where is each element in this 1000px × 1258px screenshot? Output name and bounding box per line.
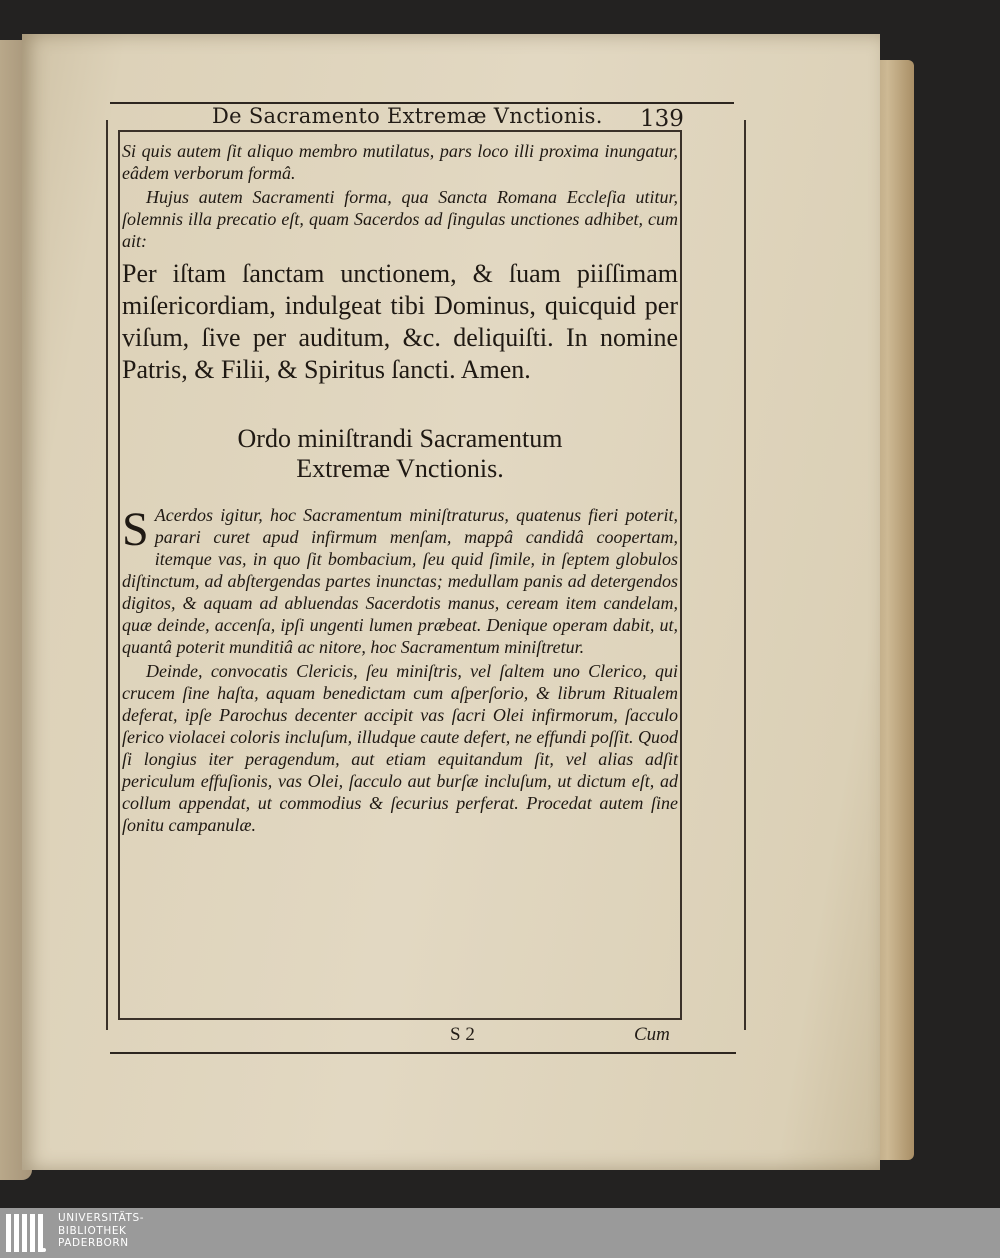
running-title: De Sacramento Extremæ Vnctionis. [212,104,603,128]
section-title-line1: Ordo miniſtrandi Sacramentum [237,424,563,453]
anointing-prayer: Per iſtam ſanctam unctionem, & ſuam piiſſimam miſericordiam, indulgeat tibi Dominus, quicquid per viſum, ſive per auditum, &c. deliquiſti. In nomine Patris, & Filii, & Spiritus ſancti. Amen. [122,259,678,384]
paragraph-deinde: Deinde, convocatis Clericis, ſeu miniſtris, vel ſaltem uno Clerico, qui crucem ſine haſta, aquam benedictam cum aſperſorio, & librum Ritualem deferat, ipſe Parochus decenter accipit vas ſacri Olei infirmorum, ſacculo ſerico violacei coloris incluſum, illudque caute defert, ne effundi poſſit. Quod ſi longius iter peragendum, aut etiam equitandum ſit, vel alias adſit periculum effuſionis, vas Olei, ſacculo aut burſæ incluſum, ut dictum eſt, ad collum appendat, ut commodius & ſecurius perferat. Procedat autem ſine ſonitu campanulæ. [122,661,678,835]
drop-cap: S [122,503,149,556]
bottom-rule [110,1052,736,1054]
paragraph-sacerdos [122,504,678,658]
catchword: Cum [634,1024,670,1045]
library-name [58,1212,144,1250]
paragraph-forma: Hujus autem Sacramenti forma, qua Sancta Romana Eccleſia utitur, ſolemnis illa precatio eſt, quam Sacerdos ad ſingulas unctiones adhibet, cum ait: [122,187,678,251]
text-block [122,140,678,838]
library-footer-bar [0,1208,1000,1258]
signature-mark: S 2 [450,1024,475,1045]
section-title [122,424,678,484]
library-name-line2: BIBLIOTHEK [58,1224,127,1237]
section-title-line2: Extremæ Vnctionis. [296,454,504,483]
paragraph-sacerdos-text: Acerdos igitur, hoc Sacramentum miniſtraturus, quatenus fieri poterit, parari curet apud infirmum menſam, mappâ candidâ coopertam, itemque vas, in quo ſit bombacium, ſeu quid ſimile, in ſeptem globulos diſtinctum, ad abſtergendas partes inunctas; medullam panis ad detergendos digitos, & aquam ad abluendas Sacerdotis manus, ceream item candelam, quæ deinde, accenſa, ipſi ungenti lumen præbeat. Denique operam dabit, ut, quantâ poterit munditiâ ac nitore, hoc Sacramentum miniſtretur. [122,505,678,657]
page-number: 139 [640,106,684,132]
library-name-line1: UNIVERSITÄTS- [58,1212,145,1224]
paragraph-mutilatus: Si quis autem ſit aliquo membro mutilatus, pars loco illi proxima inungatur, eâdem verborum formâ. [122,141,678,183]
library-logo-icon [6,1212,46,1254]
library-name-line3: PADERBORN [58,1237,129,1249]
